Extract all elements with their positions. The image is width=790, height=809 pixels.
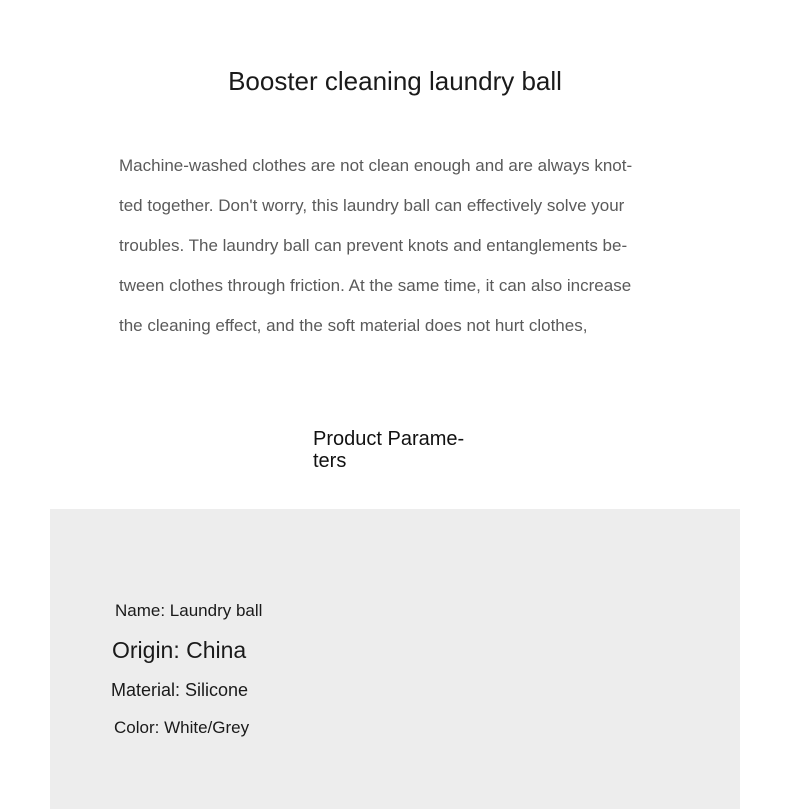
heading-line: Product Parame- bbox=[313, 428, 465, 450]
description-line: troubles. The laundry ball can prevent knots and entanglements be- bbox=[119, 236, 628, 255]
parameters-panel bbox=[50, 509, 740, 809]
description-line: ted together. Don't worry, this laundry ball can effectively solve your bbox=[119, 196, 625, 215]
heading-line: ters bbox=[313, 450, 347, 472]
param-color: Color: White/Grey bbox=[114, 718, 250, 737]
param-material: Material: Silicone bbox=[111, 680, 249, 700]
product-parameters-heading bbox=[313, 428, 493, 472]
param-origin: Origin: China bbox=[112, 637, 247, 663]
description-line: the cleaning effect, and the soft material does not hurt clothes, bbox=[119, 316, 588, 335]
description-line: Machine-washed clothes are not clean enough and are always knot- bbox=[119, 156, 633, 175]
product-description bbox=[119, 146, 679, 346]
param-name: Name: Laundry ball bbox=[115, 601, 263, 620]
description-line: tween clothes through friction. At the same time, it can also increase bbox=[119, 276, 632, 295]
page-title: Booster cleaning laundry ball bbox=[228, 66, 562, 96]
